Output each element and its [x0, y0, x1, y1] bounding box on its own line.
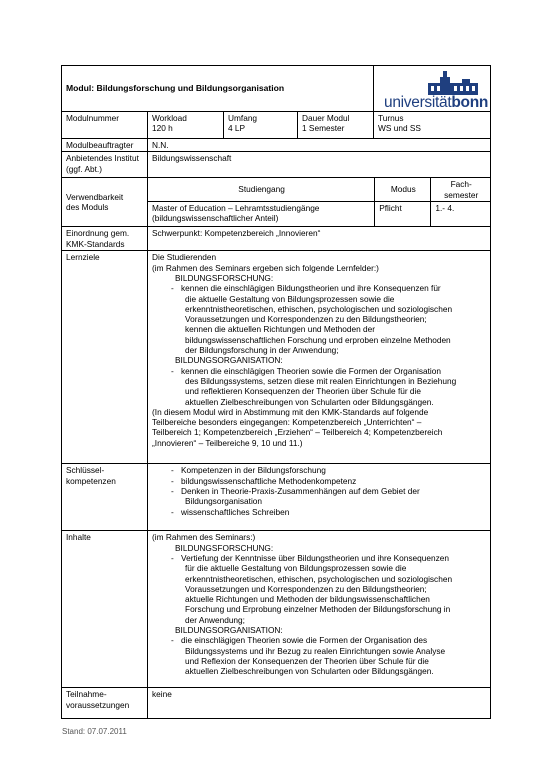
line-text: Denken in Theorie-Praxis-Zusammenhängen auf dem Gebiet der [181, 485, 420, 496]
lernziele-line [152, 345, 487, 355]
university-building-icon [422, 69, 482, 95]
semester-value: 1.- 4. [431, 201, 490, 226]
schluessel-label [62, 464, 148, 531]
schluessel-line [152, 507, 487, 517]
inhalte-line [152, 574, 487, 584]
meta-value: WS und SS [378, 123, 421, 134]
line-text: Die Studierenden [152, 252, 217, 263]
einordnung-label [62, 227, 148, 251]
schluessel-line [152, 496, 487, 506]
line-text: (im Rahmen des Seminars ergeben sich folgende Lernfelder:) [152, 262, 379, 273]
teilnahme-value: keine [148, 688, 491, 719]
meta-cell-turnus [374, 112, 491, 139]
meta-cell-modulnummer [62, 112, 148, 139]
line-text: Voraussetzungen und Korrespondenzen zu den Bildungstheorien; [185, 583, 427, 594]
bullet-dash: - [171, 635, 174, 646]
line-text: aktuellen Zielbeschreibungen von Schularten oder Bildungsgängen. [185, 666, 434, 677]
col-header-studiengang: Studiengang [148, 178, 375, 201]
inhalte-line [152, 553, 487, 563]
inhalte-line [152, 666, 487, 676]
meta-value: 120 h [152, 123, 173, 134]
header-line: semester [444, 189, 479, 200]
line-text: und Reflexion der Konsequenzen der Theorien über Schule für die [185, 655, 429, 666]
inhalte-line [152, 563, 487, 573]
meta-value: 1 Semester [302, 123, 345, 134]
line-text: BILDUNGSFORSCHUNG: [175, 542, 274, 553]
label-line: Verwendbarkeit [66, 192, 124, 203]
inhalte-line [152, 615, 487, 625]
modus-value: Pflicht [375, 201, 431, 226]
schluessel-line [152, 486, 487, 496]
beauftragter-value: N.N. [148, 139, 491, 152]
bullet-dash: - [171, 365, 174, 376]
bullet-dash: - [171, 485, 174, 496]
bullet-dash: - [171, 506, 174, 517]
label-line: kompetenzen [66, 475, 116, 486]
line-text: Teilbereich 1; Kompetenzbereich „Erziehen“ – Teilbereich 4; Kompetenzbereich [152, 427, 443, 438]
line-text: Forschung und Erprobung einzelner Methoden der Bildungsforschung in [185, 604, 451, 615]
col-header-semester [431, 178, 490, 201]
schluessel-line [152, 465, 487, 475]
meta-label: Modulnummer [66, 113, 120, 123]
line-text: erkenntnistheoretischen, ethischen, psychologischen und soziologischen [185, 573, 453, 584]
lernziele-line [152, 397, 487, 407]
line-text: bildungswissenschaftliche Methodenkompetenz [181, 475, 357, 486]
lernziele-line [152, 273, 487, 283]
inhalte-line [152, 625, 487, 635]
line-text: der Anwendung; [185, 614, 245, 625]
label-line: Einordnung gem. [66, 228, 130, 239]
beauftragter-label: Modulbeauftragter [62, 139, 148, 152]
label-line: des Moduls [66, 202, 109, 213]
bullet-dash: - [171, 465, 174, 476]
line-text: erkenntnistheoretischen, ethischen, psychologischen und soziologischen [185, 303, 453, 314]
line-text: Voraussetzungen und Korrespondenzen zu den Bildungstheorien; [185, 314, 427, 325]
verwendbarkeit-table [148, 178, 490, 226]
lernziele-line [152, 386, 487, 396]
bullet-dash: - [171, 475, 174, 486]
lernziele-label: Lernziele [62, 251, 148, 464]
line-text: Teilbereiche besonders eingegangen: Kompetenzbereich „Unterrichten“ – [152, 417, 422, 428]
lernziele-line [152, 263, 487, 273]
einordnung-value: Schwerpunkt: Kompetenzbereich „Innovieren“ [148, 227, 491, 251]
line-text: kennen die einschlägigen Bildungstheorien und ihre Konsequenzen für [181, 283, 441, 294]
meta-label: Turnus [378, 113, 404, 123]
inhalte-label: Inhalte [62, 531, 148, 688]
lernziele-content [148, 251, 491, 464]
label-line: KMK-Standards [66, 238, 125, 249]
line-text: die aktuelle Gestaltung von Bildungsprozessen sowie die [185, 293, 395, 304]
inhalte-line [152, 584, 487, 594]
line-text: des Bildungssystems, setzen diese mit realen Einrichtungen in Beziehung [185, 375, 457, 386]
line-text: „Innovieren“ – Teilbereiche 9, 10 und 11.) [152, 437, 303, 448]
lernziele-line [152, 314, 487, 324]
line-text: bildungswissenschaftlichen Forschung und erproben einzelne Methoden [185, 334, 451, 345]
line-text: BILDUNGSORGANISATION: [175, 355, 283, 366]
meta-value: 4 LP [228, 123, 246, 134]
inhalte-line [152, 594, 487, 604]
line-text: aktuellen Zielbeschreibungen von Schularten oder Bildungsgängen. [185, 396, 434, 407]
lernziele-line [152, 252, 487, 262]
line-text: BILDUNGSFORSCHUNG: [175, 272, 274, 283]
institut-label [62, 152, 148, 178]
lernziele-line [152, 335, 487, 345]
inhalte-line [152, 635, 487, 645]
line-text: der Bildungsforschung in der Anwendung; [185, 345, 339, 356]
inhalte-line [152, 532, 487, 542]
lernziele-line [152, 417, 487, 427]
line-text: (In diesem Modul wird in Abstimmung mit den KMK-Standards auf folgende [152, 406, 429, 417]
line-text: aktuelle Richtungen und Methoden der bildungswissenschaftlichen [185, 594, 430, 605]
meta-label: Workload [152, 113, 187, 123]
label-line: voraussetzungen [66, 699, 130, 710]
lernziele-line [152, 407, 487, 417]
logo-wordmark [374, 95, 488, 111]
institut-value: Bildungswissenschaft [148, 152, 491, 178]
line-text: und reflektieren Konsequenzen der Theorien über Schule für die [185, 386, 422, 397]
label-line: Schlüssel- [66, 465, 105, 476]
line-text: Bildungssystems und ihr Bezug zu realen Einrichtungen sowie Analyse [185, 645, 446, 656]
line-text: kennen die aktuellen Richtungen und Methoden der [185, 324, 376, 335]
meta-cell-workload [148, 112, 224, 139]
footer-stand: Stand: 07.07.2011 [62, 727, 127, 736]
label-line: (ggf. Abt.) [66, 163, 102, 174]
university-logo [374, 66, 491, 112]
lernziele-line [152, 324, 487, 334]
module-table [61, 65, 491, 719]
line-text: Vertiefung der Kenntnisse über Bildungstheorien und ihre Konsequenzen [181, 552, 449, 563]
verwendbarkeit-label [62, 178, 148, 227]
label-line: Teilnahme- [66, 689, 107, 700]
lernziele-line [152, 294, 487, 304]
bullet-dash: - [171, 552, 174, 563]
logo-text-bonn: bonn [451, 94, 489, 111]
header-line: Fach- [450, 179, 472, 190]
line-text: BILDUNGSORGANISATION: [175, 625, 283, 636]
line-text: (im Rahmen des Seminars:) [152, 532, 256, 543]
inhalte-line [152, 543, 487, 553]
line-text: für die aktuelle Gestaltung von Bildungsprozessen sowie die [185, 563, 407, 574]
value-line: (bildungswissenschaftlicher Anteil) [152, 213, 279, 224]
lernziele-line [152, 304, 487, 314]
teilnahme-label [62, 688, 148, 719]
value-line: Master of Education – Lehramtsstudiengänge [152, 202, 320, 213]
line-text: Bildungsorganisation [185, 496, 263, 507]
line-text: kennen die einschlägigen Theorien sowie die Formen der Organisation [181, 365, 441, 376]
col-header-modus: Modus [375, 178, 431, 201]
lernziele-line [152, 355, 487, 365]
bullet-dash: - [171, 283, 174, 294]
schluessel-line [152, 476, 487, 486]
verwendbarkeit-table-cell [148, 178, 491, 227]
line-text: Kompetenzen in der Bildungsforschung [181, 465, 326, 476]
module-title: Modul: Bildungsforschung und Bildungsorganisation [62, 66, 374, 112]
line-text: wissenschaftliches Schreiben [181, 506, 290, 517]
meta-cell-dauer [298, 112, 374, 139]
meta-cell-umfang [224, 112, 298, 139]
studiengang-value [148, 201, 375, 226]
label-line: Anbietendes Institut [66, 153, 139, 164]
logo-text-university: universität [384, 94, 452, 111]
lernziele-line [152, 366, 487, 376]
inhalte-content [148, 531, 491, 688]
inhalte-line [152, 604, 487, 614]
lernziele-line [152, 438, 487, 448]
inhalte-line [152, 646, 487, 656]
lernziele-line [152, 376, 487, 386]
inhalte-line [152, 656, 487, 666]
schluessel-content [148, 464, 491, 531]
meta-label: Umfang [228, 113, 258, 123]
meta-label: Dauer Modul [302, 113, 350, 123]
lernziele-line [152, 427, 487, 437]
line-text: die einschlägigen Theorien sowie die Formen der Organisation des [181, 635, 428, 646]
lernziele-line [152, 283, 487, 293]
